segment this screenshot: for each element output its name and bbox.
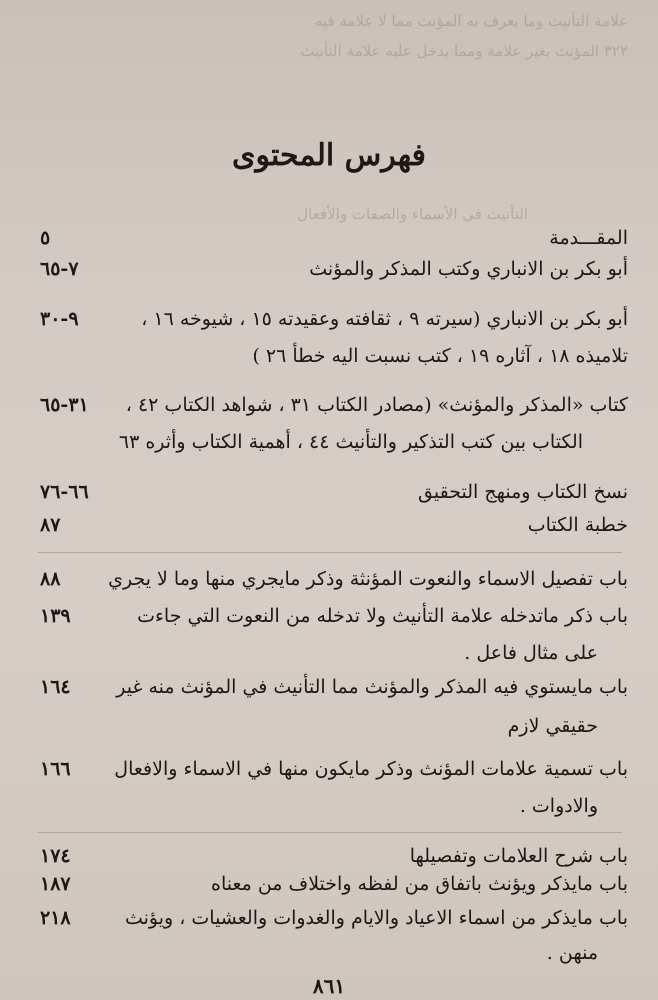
toc-entry: [40, 758, 628, 792]
toc-entry: [40, 481, 628, 515]
toc-entry-page: ٣١-٦٥: [40, 394, 89, 416]
toc-entry: [40, 907, 628, 941]
page-number: ٨٦١: [312, 974, 346, 998]
toc-entry-page: ٢١٨: [40, 907, 71, 929]
toc-entry-text: خطبة الكتاب: [527, 514, 628, 536]
toc-entry-continuation: والادوات .: [519, 795, 598, 817]
toc-entry-text: باب مايستوي فيه المذكر والمؤنث مما التأنيث في المؤنث منه غير: [116, 676, 628, 698]
divider: [38, 832, 622, 833]
toc-entry-text: نسخ الكتاب ومنهج التحقيق: [418, 481, 628, 503]
toc-entry: [40, 605, 628, 639]
toc-entry-text: باب مايذكر من اسماء الاعياد والايام والغدوات والعشيات ، ويؤنث: [124, 907, 628, 929]
toc-entry-page: ٩-٣٠: [40, 308, 79, 330]
toc-entry-page: ٨٨: [40, 568, 61, 590]
bleed-through-text: علامة التأنيث وما يعرف به المؤنث مما لا علامة فيه: [314, 12, 628, 30]
toc-entry-page: ١٦٤: [40, 676, 71, 698]
toc-entry-page: ١٧٤: [40, 845, 71, 867]
toc-entry-text: أبو بكر بن الانباري (سيرته ٩ ، ثقافته وعقيدته ١٥ ، شيوخه ١٦ ،: [141, 308, 628, 330]
page-title: فهرس المحتوى: [231, 138, 426, 173]
toc-entry: [40, 873, 628, 907]
toc-entry-continuation: على مثال فاعل .: [464, 642, 598, 664]
toc-entry: [40, 514, 628, 548]
toc-entry-page: ٦٦-٧٦: [40, 481, 89, 503]
toc-entry-text: باب شرح العلامات وتفصيلها: [409, 845, 628, 867]
toc-entry-page: ١٣٩: [40, 605, 71, 627]
toc-entry-continuation: الكتاب بين كتب التذكير والتأنيث ٤٤ ، أهمية الكتاب وأثره ٦٣: [118, 431, 583, 453]
toc-entry-text: أبو بكر بن الانباري وكتب المذكر والمؤنث: [309, 258, 628, 280]
toc-entry-text: باب تسمية علامات المؤنث وذكر مايكون منها في الاسماء والافعال: [114, 758, 628, 780]
toc-entry: [40, 676, 628, 710]
toc-entry-text: كتاب «المذكر والمؤنث» (مصادر الكتاب ٣١ ، شواهد الكتاب ٤٢ ،: [125, 394, 628, 416]
toc-entry-page: ٨٧: [40, 514, 61, 536]
toc-entry-text: باب تفصيل الاسماء والنعوت المؤنثة وذكر مايجري منها وما لا يجري: [108, 568, 628, 590]
toc-entry-text: باب مايذكر ويؤنث باتفاق من لفظه واختلاف من معناه: [210, 873, 628, 895]
toc-entry: [40, 568, 628, 602]
bleed-through-text: التأنيث في الأسماء والصفات والأفعال: [297, 205, 528, 223]
toc-entry-continuation: حقيقي لازم: [507, 715, 598, 737]
toc-entry-page: ١٦٦: [40, 758, 71, 780]
toc-entry-text: باب ذكر ماتدخله علامة التأنيث ولا تدخله من النعوت التي جاءت: [137, 605, 628, 627]
toc-entry: [40, 227, 628, 261]
toc-entry: [40, 258, 628, 292]
toc-entry: [40, 394, 628, 428]
divider: [38, 552, 622, 553]
toc-entry-page: ١٨٧: [40, 873, 71, 895]
toc-entry-continuation: تلاميذه ١٨ ، آثاره ١٩ ، كتب نسبت اليه خطأ ٢٦ ): [252, 345, 628, 367]
bleed-through-text: ٣٢٢ المؤنث بغير علامة ومما يدخل عليه علامة التأنيث: [300, 42, 628, 60]
toc-entry-page: ٧-٦٥: [40, 258, 79, 280]
toc-entry-continuation: منهن .: [546, 942, 598, 964]
toc-entry: [40, 308, 628, 342]
toc-entry-page: ٥: [40, 227, 51, 249]
toc-entry-text: المقـــدمة: [549, 227, 628, 249]
